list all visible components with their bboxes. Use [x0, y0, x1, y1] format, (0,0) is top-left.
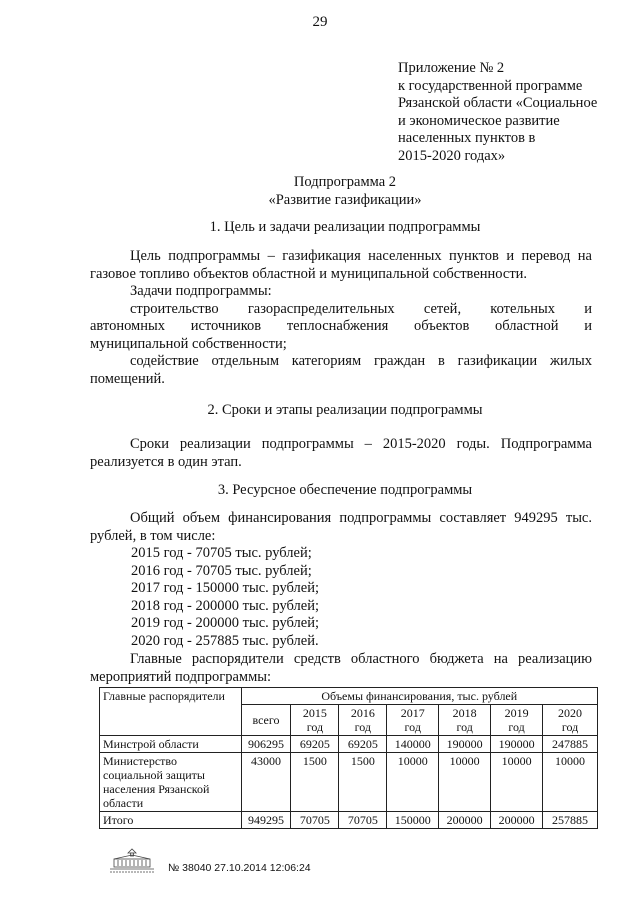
table-row — [100, 736, 598, 753]
col-header-year: 2017 год — [387, 705, 439, 736]
cell-value: 190000 — [439, 736, 491, 753]
col-header-year: 2015 год — [291, 705, 339, 736]
appendix-line: к государственной программе — [398, 77, 583, 94]
cell-value: 140000 — [387, 736, 439, 753]
appendix-block — [398, 60, 630, 165]
appendix-line: и экономическое развитие — [398, 112, 560, 129]
col-header-year: 2016 год — [339, 705, 387, 736]
tasks-label: Задачи подпрограммы: — [130, 283, 272, 299]
row-name: Итого — [100, 812, 242, 829]
section3-heading: 3. Ресурсное обеспечение подпрограммы — [217, 482, 473, 498]
task-line: помещений. — [90, 370, 165, 387]
distributors-line: Главные распорядители средств областного бюджета на реализацию — [130, 651, 592, 667]
year-financing-item: 2016 год - 70705 тыс. рублей; — [131, 562, 312, 579]
cell-value: 70705 — [339, 812, 387, 829]
section1-goal — [90, 248, 592, 388]
col-header-year: 2019 год — [491, 705, 543, 736]
cell-value: 200000 — [439, 812, 491, 829]
distributors-line: мероприятий подпрограммы: — [90, 668, 272, 685]
year-financing-item: 2019 год - 200000 тыс. рублей; — [131, 615, 319, 631]
year-financing-item: 2017 год - 150000 тыс. рублей; — [131, 580, 319, 596]
cell-value: 43000 — [241, 753, 291, 812]
cell-value: 906295 — [241, 736, 291, 753]
goal-line: Цель подпрограммы – газификация населенных пунктов и перевод на — [130, 248, 592, 264]
cell-value: 949295 — [241, 812, 291, 829]
col-header-total: всего — [241, 705, 291, 736]
cell-value: 247885 — [543, 736, 598, 753]
task-line: содействие отдельным категориям граждан в газификации жилых — [130, 353, 592, 369]
registration-footer: № 38040 27.10.2014 12:06:24 — [168, 862, 311, 874]
col-header-year: 2020 год — [543, 705, 598, 736]
cell-value: 200000 — [491, 812, 543, 829]
financing-table — [99, 687, 598, 829]
subprogram-title: Подпрограмма 2 — [293, 174, 397, 190]
building-stamp-icon — [108, 848, 156, 874]
row-name: Минстрой области — [100, 736, 242, 753]
col-header-financing: Объемы финансирования, тыс. рублей — [241, 688, 597, 705]
section2-text — [90, 436, 592, 471]
goal-line: газовое топливо объектов областной и муниципальной собственности. — [90, 265, 528, 282]
cell-value: 10000 — [491, 753, 543, 812]
yearly-financing-list — [131, 545, 319, 650]
table-row — [100, 812, 598, 829]
section3-line: рублей, в том числе: — [90, 527, 216, 544]
cell-value: 190000 — [491, 736, 543, 753]
appendix-line: населенных пунктов в — [398, 130, 536, 146]
section2-line: реализуется в один этап. — [90, 453, 242, 470]
cell-value: 150000 — [387, 812, 439, 829]
year-financing-item: 2015 год - 70705 тыс. рублей; — [131, 545, 312, 561]
section1-heading: 1. Цель и задачи реализации подпрограммы — [209, 219, 481, 235]
table-header-row — [100, 688, 598, 705]
cell-value: 10000 — [439, 753, 491, 812]
year-financing-item: 2020 год - 257885 тыс. рублей. — [131, 632, 319, 649]
task-line: муниципальной собственности; — [90, 335, 287, 352]
section2-line: Сроки реализации подпрограммы – 2015-2020 годы. Подпрограмма — [130, 436, 592, 452]
cell-value: 70705 — [291, 812, 339, 829]
table-row — [100, 753, 598, 812]
appendix-line: 2015-2020 годах» — [398, 147, 506, 164]
section2-heading: 2. Сроки и этапы реализации подпрограммы — [207, 402, 483, 418]
cell-value: 69205 — [339, 736, 387, 753]
subprogram-name: «Развитие газификации» — [268, 192, 422, 208]
task-line: строительство газораспределительных сетей, котельных и — [130, 300, 592, 317]
row-name: Министерство социальной защиты населения Рязанской области — [100, 753, 242, 812]
col-header-distributors: Главные распорядители — [100, 688, 242, 736]
cell-value: 257885 — [543, 812, 598, 829]
cell-value: 1500 — [291, 753, 339, 812]
appendix-line: Приложение № 2 — [398, 60, 505, 76]
distributors-intro — [90, 651, 592, 686]
cell-value: 1500 — [339, 753, 387, 812]
cell-value: 69205 — [291, 736, 339, 753]
page-number: 29 — [312, 14, 328, 30]
year-financing-item: 2018 год - 200000 тыс. рублей; — [131, 597, 319, 614]
col-header-year: 2018 год — [439, 705, 491, 736]
cell-value: 10000 — [543, 753, 598, 812]
cell-value: 10000 — [387, 753, 439, 812]
task-line: автономных источников теплоснабжения объектов областной и — [90, 318, 592, 334]
appendix-line: Рязанской области «Социальное — [398, 95, 598, 111]
section3-text — [90, 510, 592, 545]
section3-line: Общий объем финансирования подпрограммы составляет 949295 тыс. — [130, 510, 592, 526]
